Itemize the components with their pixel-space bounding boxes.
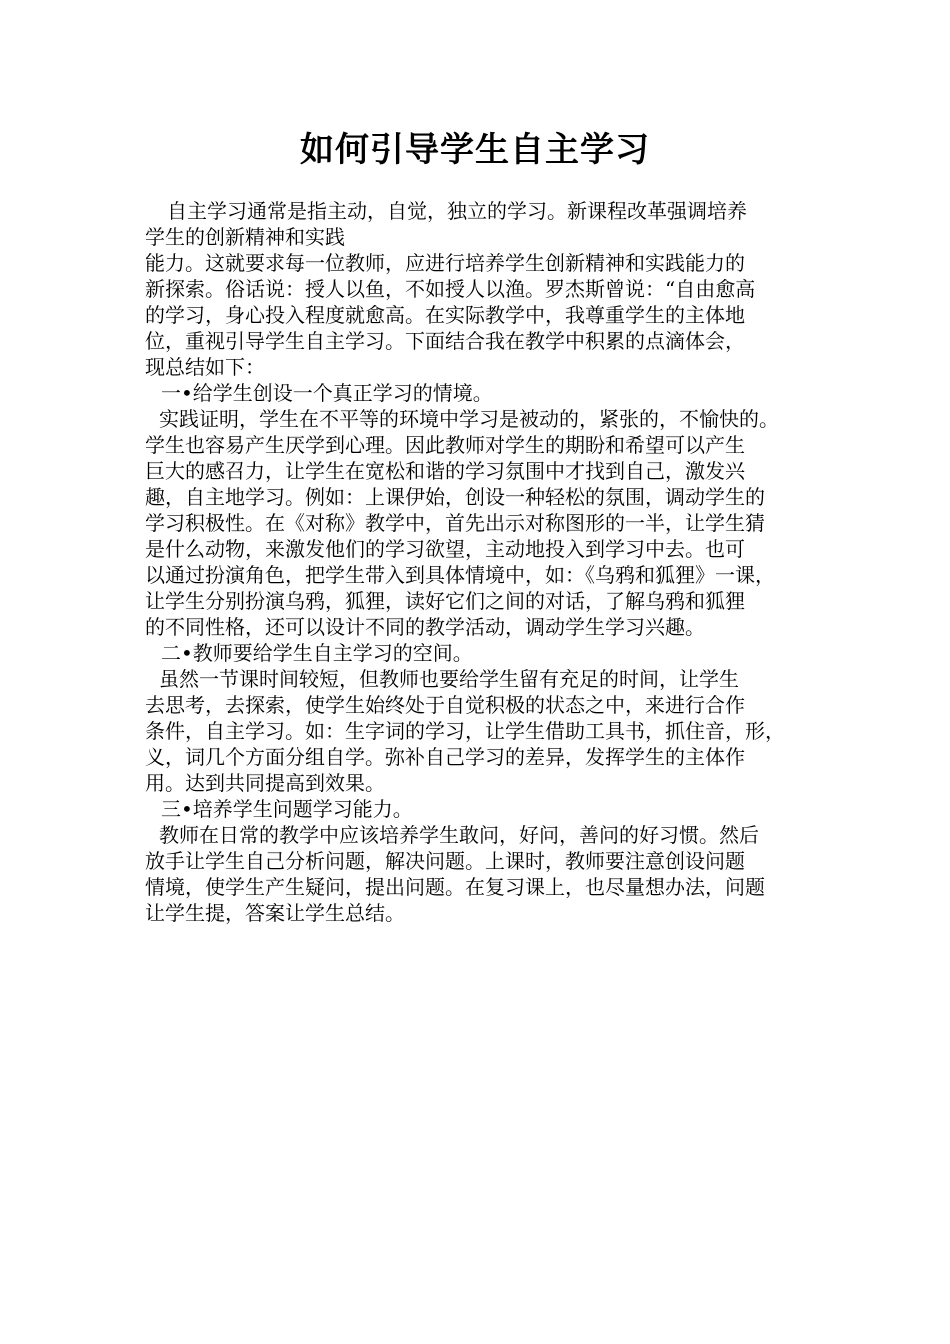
paragraph-line: 让学生提，答案让学生总结。	[145, 901, 405, 925]
paragraph-line: 实践证明，学生在不平等的环境中学习是被动的，紧张的，不愉快的。	[159, 407, 779, 431]
paragraph-line: 学习积极性。在《对称》教学中，首先出示对称图形的一半，让学生猜	[145, 511, 765, 535]
paragraph-line: 以通过扮演角色，把学生带入到具体情境中，如：《乌鸦和狐狸》一课，	[145, 563, 775, 587]
section-heading: 二•教师要给学生自主学习的空间。	[161, 641, 473, 665]
paragraph-line: 去思考，去探索，使学生始终处于自觉积极的状态之中，来进行合作	[145, 693, 745, 717]
paragraph-line: 学生也容易产生厌学到心理。因此教师对学生的期盼和希望可以产生	[145, 433, 745, 457]
paragraph-line: 放手让学生自己分析问题，解决问题。上课时，教师要注意创设问题	[145, 849, 745, 873]
document-body	[145, 198, 815, 926]
section-heading: 三•培养学生问题学习能力。	[161, 797, 413, 821]
paragraph-line: 位，重视引导学生自主学习。下面结合我在教学中积累的点滴体会，	[145, 329, 745, 353]
paragraph-line: 巨大的感召力，让学生在宽松和谐的学习氛围中才找到自己，激发兴	[145, 459, 745, 483]
paragraph-line: 趣，自主地学习。例如：上课伊始，创设一种轻松的氛围，调动学生的	[145, 485, 765, 509]
paragraph-line: 用。达到共同提高到效果。	[145, 771, 385, 795]
section-heading: 一•给学生创设一个真正学习的情境。	[161, 381, 493, 405]
paragraph-line: 新探索。俗话说：授人以鱼，不如授人以渔。罗杰斯曾说：“自由愈高	[145, 277, 756, 301]
paragraph-line: 让学生分别扮演乌鸦，狐狸，读好它们之间的对话，了解乌鸦和狐狸	[145, 589, 745, 613]
paragraph-line: 能力。这就要求每一位教师，应进行培养学生创新精神和实践能力的	[145, 251, 745, 275]
paragraph-line: 自主学习通常是指主动，自觉，独立的学习。新课程改革强调培养	[167, 199, 747, 223]
paragraph-line: 教师在日常的教学中应该培养学生敢问，好问，善问的好习惯。然后	[159, 823, 759, 847]
paragraph-line: 学生的创新精神和实践	[145, 225, 345, 249]
paragraph-line: 虽然一节课时间较短，但教师也要给学生留有充足的时间，让学生	[159, 667, 739, 691]
paragraph-line: 义，词几个方面分组自学。弥补自己学习的差异，发挥学生的主体作	[145, 745, 745, 769]
paragraph-line: 现总结如下：	[145, 355, 265, 379]
paragraph-line: 是什么动物，来激发他们的学习欲望，主动地投入到学习中去。也可	[145, 537, 745, 561]
paragraph-line: 的不同性格，还可以设计不同的教学活动，调动学生学习兴趣。	[145, 615, 705, 639]
paragraph-line: 条件，自主学习。如：生字词的学习，让学生借助工具书，抓住音，形，	[145, 719, 785, 743]
document-title: 如何引导学生自主学习	[300, 130, 650, 170]
paragraph-line: 情境，使学生产生疑问，提出问题。在复习课上，也尽量想办法，问题	[145, 875, 765, 899]
paragraph-line: 的学习，身心投入程度就愈高。在实际教学中，我尊重学生的主体地	[145, 303, 745, 327]
